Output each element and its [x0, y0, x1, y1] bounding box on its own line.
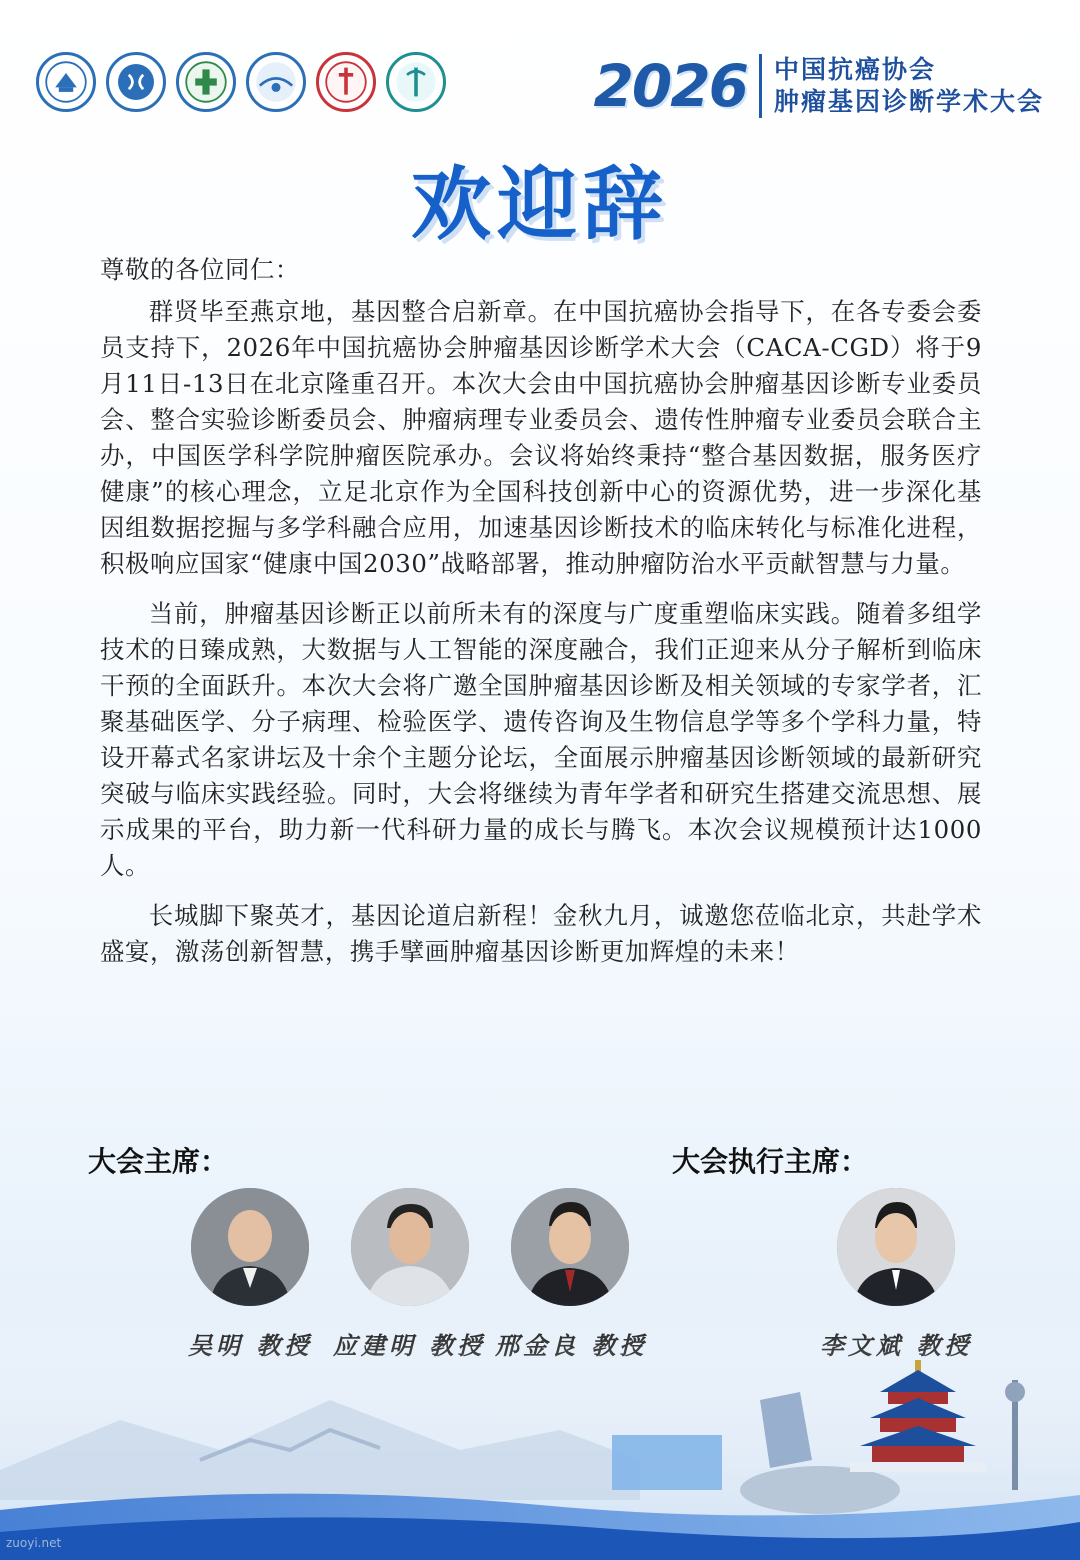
letter-paragraph: 长城脚下聚英才，基因论道启新程！金秋九月，诚邀您莅临北京，共赴学术盛宴，激荡创新智慧，携手擘画肿瘤基因诊断更加辉煌的未来！	[100, 901, 982, 966]
avatar	[511, 1188, 629, 1306]
avatar	[837, 1188, 955, 1306]
greeting: 尊敬的各位同仁：	[100, 255, 300, 284]
letter-paragraph: 群贤毕至燕京地，基因整合启新章。在中国抗癌协会指导下，在各专委会委员支持下，2026年中国抗癌协会肿瘤基因诊断学术大会（CACA-CGD）将于9月11日-13日在北京隆重召开。本次大会由中国抗癌协会肿瘤基因诊断专业委员会、整合实验诊断委员会、肿瘤病理专业委员会、遗传性肿瘤专业委员会联合主办，中国医学科学院肿瘤医院承办。会议将始终秉持“整合基因数据，服务医疗健康”的核心理念，立足北京作为全国科技创新中心的资源优势，进一步深化基因组数据挖掘与多学科融合应用，加速基因诊断技术的临床转化与标准化进程，积极响应国家“健康中国2030”战略部署，推动肿瘤防治水平贡献智慧与力量。	[100, 297, 982, 578]
brand-conference-line: 肿瘤基因诊断学术大会	[773, 87, 1044, 116]
avatar	[191, 1188, 309, 1306]
brand-text	[774, 54, 1044, 118]
tbm-logo-icon	[246, 52, 306, 112]
chairs-label: 大会主席：	[88, 1145, 229, 1178]
hospital-1958-logo-icon	[316, 52, 376, 112]
brand-org-line: 中国抗癌协会	[773, 55, 936, 84]
welcome-letter	[100, 252, 982, 984]
watermark: zuoyi.net	[6, 1536, 62, 1550]
avatar	[351, 1188, 469, 1306]
letter-paragraph: 当前，肿瘤基因诊断正以前所未有的深度与广度重塑临床实践。随着多组学技术的日臻成熟，大数据与人工智能的深度融合，我们正迎来从分子解析到临床干预的全面跃升。本次大会将广邀全国肿瘤基因诊断及相关领域的专家学者，汇聚基础医学、分子病理、检验医学、遗传咨询及生物信息学等多个学科力量，特设开幕式名家讲坛及十余个主题分论坛，全面展示肿瘤基因诊断领域的最新研究突破与临床实践经验。同时，大会将继续为青年学者和研究生搭建交流思想、展示成果的平台，助力新一代科研力量的成长与腾飞。本次会议规模预计达1000人。	[100, 599, 982, 880]
society-logo-2-icon	[106, 52, 166, 112]
brand-year: 2026	[593, 52, 747, 120]
society-logo-1-icon	[36, 52, 96, 112]
page-title: 欢迎辞	[411, 158, 669, 251]
brand-divider	[759, 54, 762, 118]
organizer-logos	[36, 52, 446, 112]
conference-brand	[594, 50, 1044, 122]
medical-caduceus-logo-icon	[386, 52, 446, 112]
caca-logo-icon	[176, 52, 236, 112]
exec-chairs-label: 大会执行主席：	[672, 1145, 869, 1178]
beijing-skyline-illustration	[0, 1300, 1080, 1560]
